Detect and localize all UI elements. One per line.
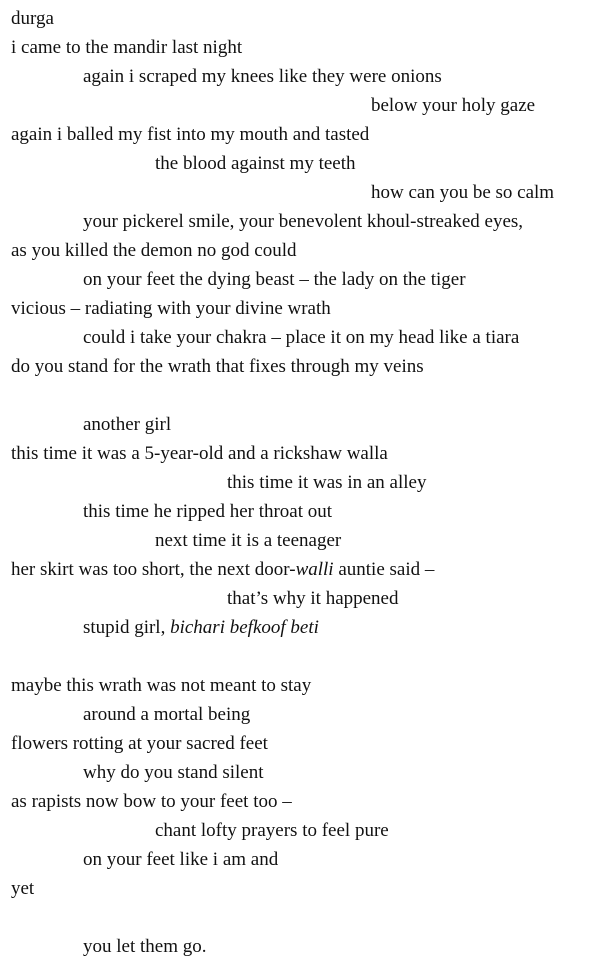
poem-closing-line: you let them go. [83,936,207,957]
poem-line: could i take your chakra – place it on my head like a tiara [83,327,520,348]
poem-line: i came to the mandir last night [11,37,243,58]
poem-line-part: stupid girl, [83,617,171,638]
poem-line: the blood against my teeth [155,153,356,174]
poem-line-stupid [83,617,319,639]
poem-line: yet [11,878,35,899]
poem-line-part: auntie said – [333,559,435,580]
poem-line: that’s why it happened [227,588,399,609]
poem-line: this time he ripped her throat out [83,501,333,522]
poem-line-part: her skirt was too short, the next door- [11,559,296,580]
poem-line: maybe this wrath was not meant to stay [11,675,312,696]
poem-title: durga [11,8,54,29]
poem-line: again i balled my fist into my mouth and tasted [11,124,370,145]
poem-line: next time it is a teenager [155,530,342,551]
poem-line: how can you be so calm [371,182,555,203]
poem-line: do you stand for the wrath that fixes through my veins [11,356,424,377]
poem-line: flowers rotting at your sacred feet [11,733,268,754]
poem-italic-word: walli [295,559,334,580]
poem-line: this time it was in an alley [227,472,427,493]
poem-line-skirt [11,559,434,581]
poem-line: vicious – radiating with your divine wrath [11,298,331,319]
poem-line: again i scraped my knees like they were onions [83,66,442,87]
poem-line: below your holy gaze [371,95,536,116]
poem-line: as rapists now bow to your feet too – [11,791,292,812]
poem-line: around a mortal being [83,704,251,725]
poem-italic-phrase: bichari befkoof beti [170,617,319,638]
poem-line: your pickerel smile, your benevolent khoul-streaked eyes, [83,211,524,232]
poem-line: on your feet the dying beast – the lady on the tiger [83,269,466,290]
poem-line: chant lofty prayers to feel pure [155,820,389,841]
poem-line: why do you stand silent [83,762,264,783]
poem-line: as you killed the demon no god could [11,240,297,261]
poem-line: another girl [83,414,172,435]
poem-line: this time it was a 5-year-old and a rickshaw walla [11,443,388,464]
poem-line: on your feet like i am and [83,849,279,870]
